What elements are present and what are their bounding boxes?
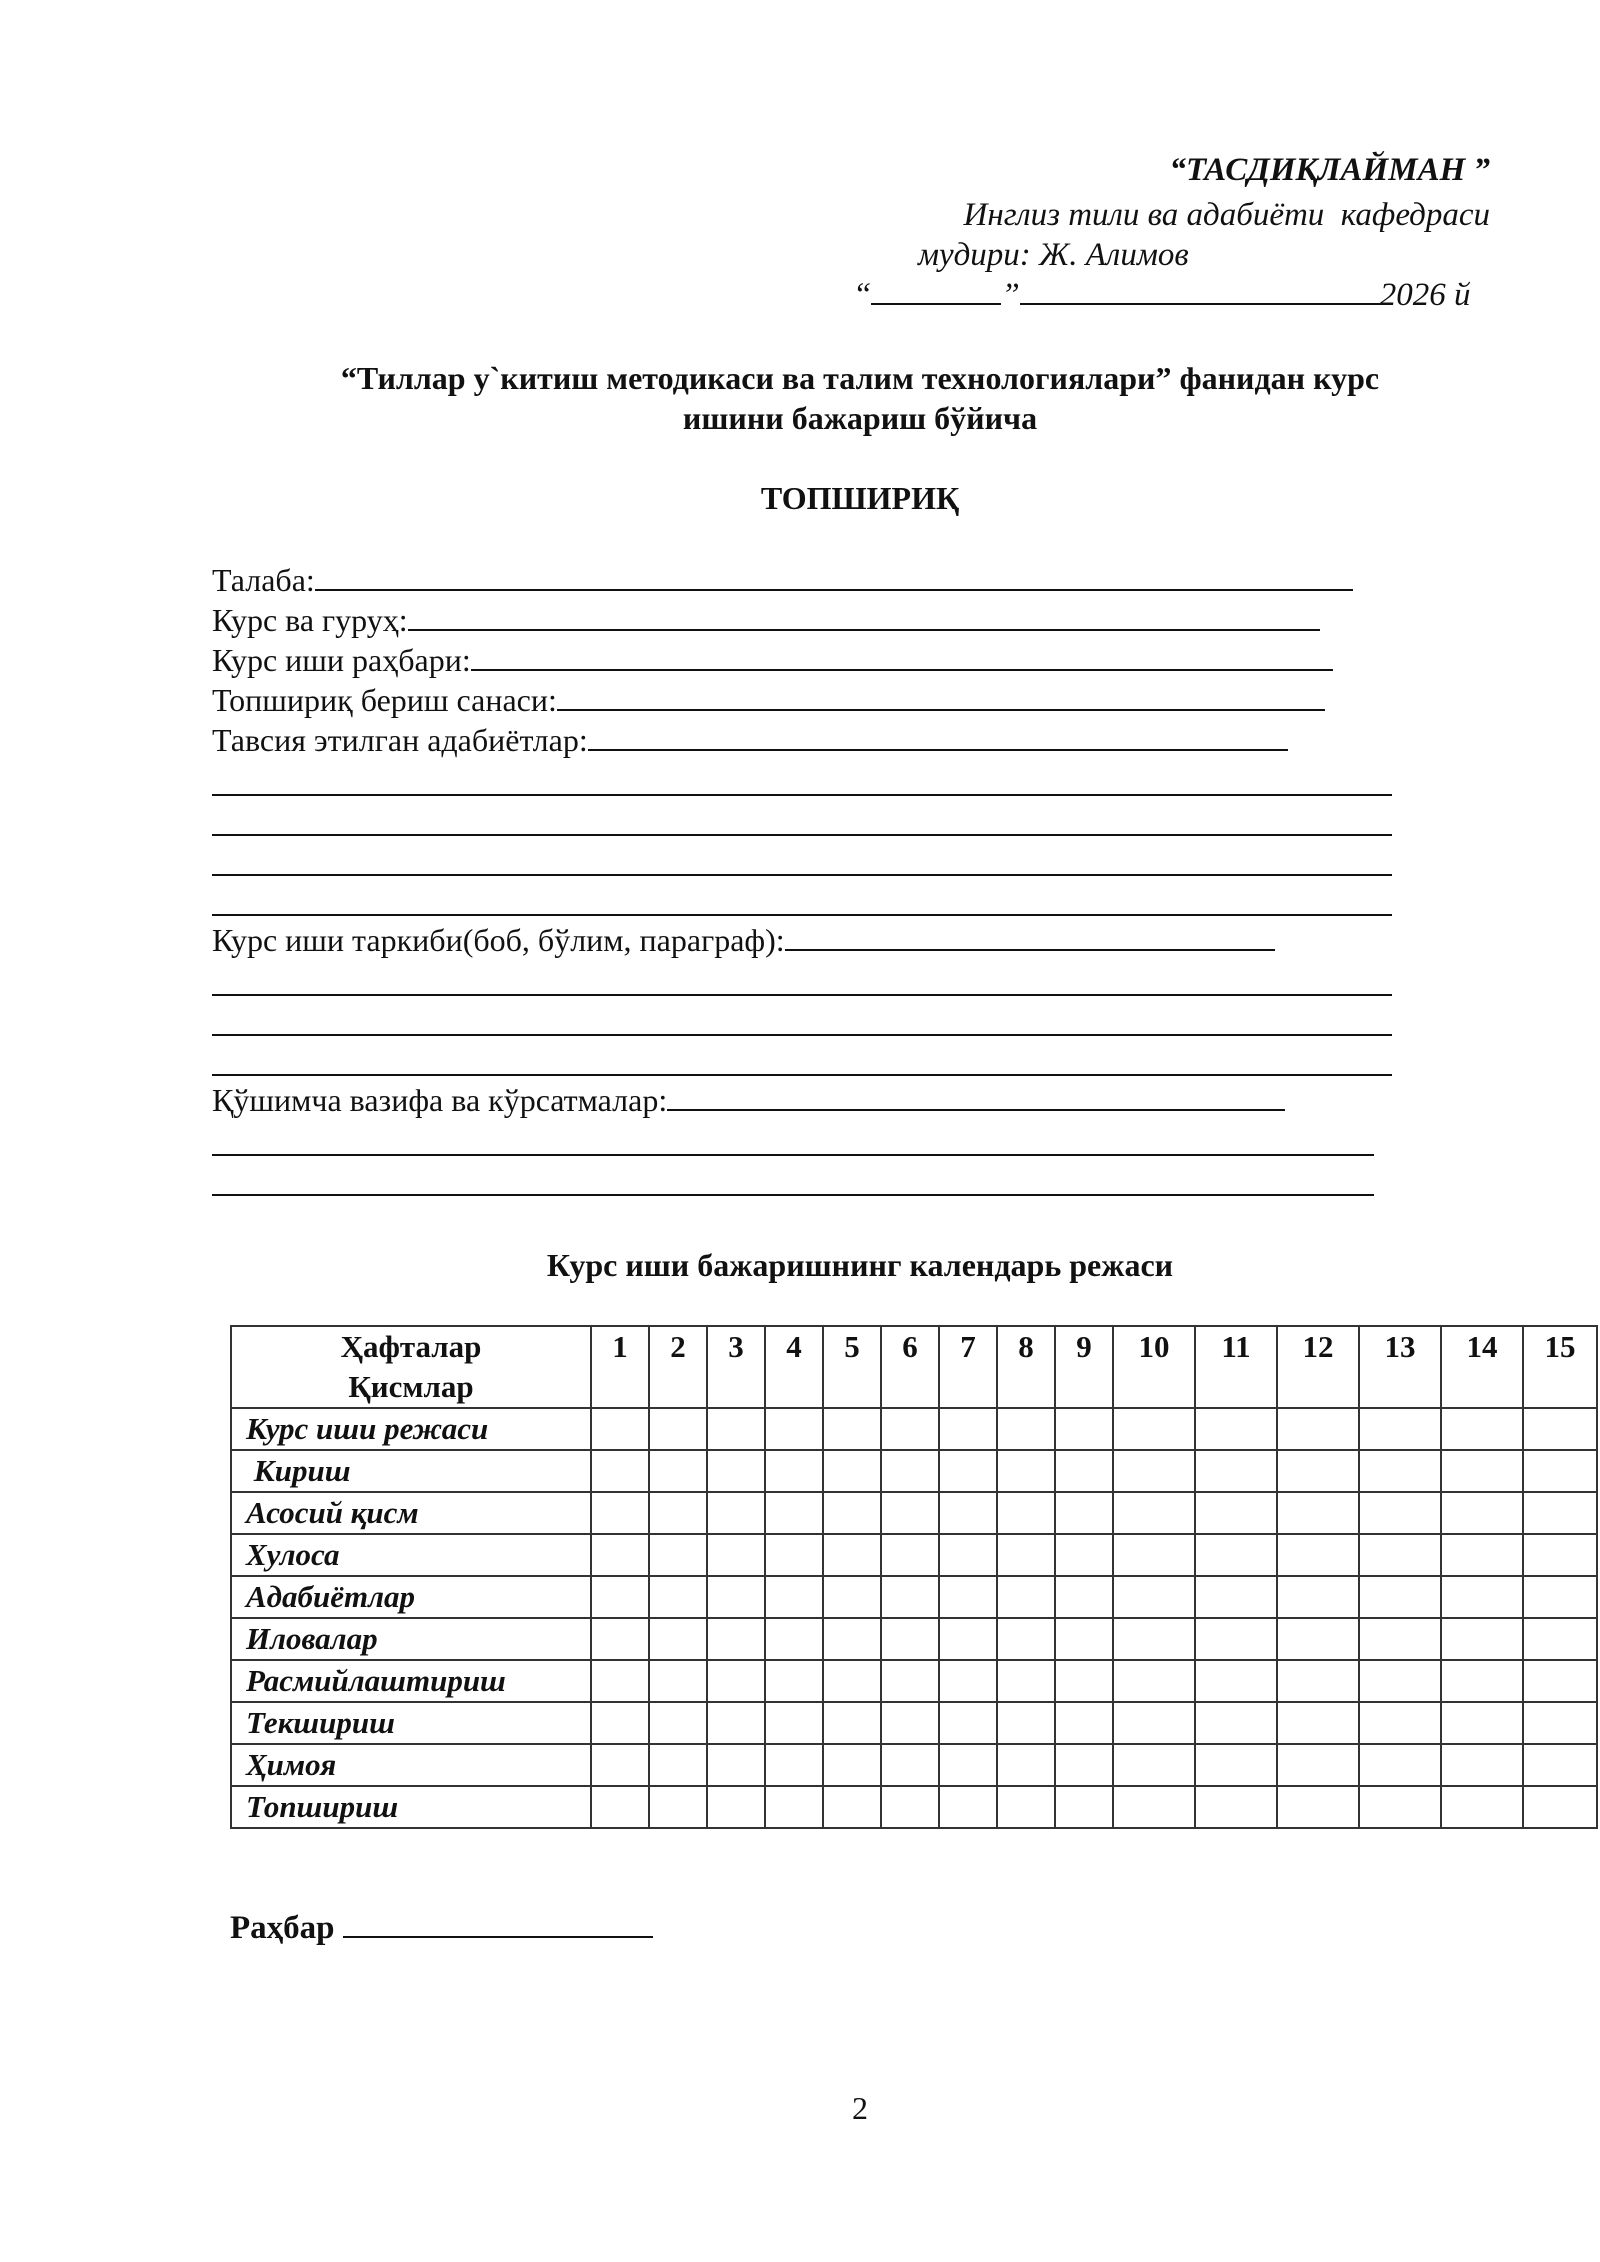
calendar-cell[interactable]: [1195, 1702, 1277, 1744]
calendar-cell[interactable]: [591, 1744, 649, 1786]
calendar-title: Курс иши бажаришнинг календарь режаси: [546, 1247, 1174, 1283]
date-month-blank[interactable]: [1020, 276, 1380, 305]
calendar-cell[interactable]: [707, 1408, 765, 1450]
calendar-cell[interactable]: [649, 1744, 707, 1786]
calendar-cell[interactable]: [591, 1450, 649, 1492]
calendar-cell[interactable]: [823, 1618, 881, 1660]
supervisor-label: Курс иши раҳбари:: [212, 642, 471, 678]
calendar-cell[interactable]: [1113, 1576, 1195, 1618]
calendar-row: [231, 1786, 1597, 1828]
date-open-quote: “: [853, 277, 872, 313]
calendar-cell[interactable]: [1359, 1408, 1441, 1450]
structure-field: [212, 920, 1275, 960]
calendar-cell[interactable]: [765, 1744, 823, 1786]
calendar-cell[interactable]: [591, 1660, 649, 1702]
calendar-cell[interactable]: [1441, 1450, 1523, 1492]
calendar-cell[interactable]: [649, 1492, 707, 1534]
document-title: ТОПШИРИҚ: [760, 480, 960, 516]
week-header: 11: [1195, 1326, 1277, 1408]
calendar-cell[interactable]: [1359, 1576, 1441, 1618]
calendar-row-label: Расмийлаштириш: [231, 1660, 591, 1702]
calendar-cell[interactable]: [649, 1450, 707, 1492]
calendar-cell[interactable]: [1113, 1492, 1195, 1534]
calendar-cell[interactable]: [1055, 1450, 1113, 1492]
calendar-cell[interactable]: [707, 1702, 765, 1744]
calendar-cell[interactable]: [1523, 1408, 1597, 1450]
calendar-cell[interactable]: [1055, 1492, 1113, 1534]
week-header: 9: [1055, 1326, 1113, 1408]
calendar-cell[interactable]: [881, 1618, 939, 1660]
week-header: 5: [823, 1326, 881, 1408]
calendar-cell[interactable]: [1277, 1576, 1359, 1618]
calendar-cell[interactable]: [823, 1786, 881, 1828]
calendar-cell[interactable]: [1055, 1576, 1113, 1618]
signature-blank[interactable]: [343, 1910, 653, 1938]
calendar-cell[interactable]: [1359, 1660, 1441, 1702]
structure-label: Курс иши таркиби(боб, бўлим, параграф):: [212, 922, 785, 958]
calendar-cell[interactable]: [1359, 1450, 1441, 1492]
calendar-cell[interactable]: [707, 1618, 765, 1660]
calendar-cell[interactable]: [765, 1450, 823, 1492]
calendar-cell[interactable]: [1441, 1744, 1523, 1786]
calendar-cell[interactable]: [939, 1450, 997, 1492]
calendar-header-row: [231, 1326, 1597, 1408]
student-blank[interactable]: [315, 561, 1353, 591]
calendar-cell[interactable]: [765, 1786, 823, 1828]
calendar-cell[interactable]: [649, 1786, 707, 1828]
calendar-cell[interactable]: [881, 1408, 939, 1450]
calendar-cell[interactable]: [997, 1660, 1055, 1702]
calendar-cell[interactable]: [823, 1408, 881, 1450]
calendar-row-label: Курс иши режаси: [231, 1408, 591, 1450]
literature-line-2[interactable]: [212, 834, 1392, 836]
document-heading-line2: ишини бажариш бўйича: [682, 400, 1038, 436]
course-group-blank[interactable]: [408, 601, 1320, 631]
calendar-row-label: Адабиётлар: [231, 1576, 591, 1618]
calendar-cell[interactable]: [707, 1744, 765, 1786]
calendar-cell[interactable]: [997, 1786, 1055, 1828]
calendar-cell[interactable]: [881, 1660, 939, 1702]
calendar-row: [231, 1576, 1597, 1618]
calendar-cell[interactable]: [997, 1492, 1055, 1534]
calendar-cell[interactable]: [1113, 1618, 1195, 1660]
calendar-cell[interactable]: [881, 1534, 939, 1576]
week-header: 15: [1523, 1326, 1597, 1408]
approval-head: мудири: Ж. Алимов: [918, 237, 1189, 273]
calendar-cell[interactable]: [1441, 1786, 1523, 1828]
calendar-cell[interactable]: [1277, 1660, 1359, 1702]
calendar-row: [231, 1492, 1597, 1534]
calendar-cell[interactable]: [591, 1492, 649, 1534]
calendar-cell[interactable]: [1195, 1492, 1277, 1534]
week-header: 12: [1277, 1326, 1359, 1408]
calendar-row-label: Асосий қисм: [231, 1492, 591, 1534]
calendar-cell[interactable]: [1441, 1702, 1523, 1744]
calendar-cell[interactable]: [997, 1618, 1055, 1660]
calendar-cell[interactable]: [707, 1534, 765, 1576]
calendar-cell[interactable]: [1523, 1660, 1597, 1702]
calendar-cell[interactable]: [649, 1534, 707, 1576]
calendar-cell[interactable]: [1277, 1408, 1359, 1450]
approval-department: Инглиз тили ва адабиёти кафедраси: [963, 197, 1490, 233]
calendar-cell[interactable]: [649, 1408, 707, 1450]
calendar-cell[interactable]: [1277, 1450, 1359, 1492]
calendar-cell[interactable]: [823, 1660, 881, 1702]
calendar-cell[interactable]: [1277, 1702, 1359, 1744]
calendar-cell[interactable]: [1277, 1618, 1359, 1660]
date-year: 2026 й: [1379, 277, 1471, 313]
calendar-cell[interactable]: [591, 1408, 649, 1450]
calendar-row: [231, 1702, 1597, 1744]
calendar-cell[interactable]: [649, 1576, 707, 1618]
calendar-cell[interactable]: [1441, 1492, 1523, 1534]
signature-label: Раҳбар: [230, 1910, 335, 1946]
calendar-cell[interactable]: [1113, 1744, 1195, 1786]
calendar-cell[interactable]: [1055, 1702, 1113, 1744]
calendar-cell[interactable]: [939, 1408, 997, 1450]
parts-header: Қисмлар: [348, 1369, 474, 1404]
calendar-cell[interactable]: [591, 1576, 649, 1618]
calendar-cell[interactable]: [997, 1576, 1055, 1618]
calendar-cell[interactable]: [881, 1702, 939, 1744]
calendar-cell[interactable]: [1359, 1744, 1441, 1786]
calendar-cell[interactable]: [1195, 1660, 1277, 1702]
week-header: 14: [1441, 1326, 1523, 1408]
calendar-cell[interactable]: [1055, 1786, 1113, 1828]
week-header: 10: [1113, 1326, 1195, 1408]
calendar-cell[interactable]: [939, 1534, 997, 1576]
week-header: 2: [649, 1326, 707, 1408]
calendar-cell[interactable]: [1359, 1618, 1441, 1660]
calendar-cell[interactable]: [1441, 1576, 1523, 1618]
calendar-row: [231, 1408, 1597, 1450]
structure-line-1[interactable]: [212, 994, 1392, 996]
supervisor-field: [212, 640, 1333, 680]
week-header: 6: [881, 1326, 939, 1408]
week-header: 3: [707, 1326, 765, 1408]
document-heading-line1: “Тиллар у`китиш методикаси ва талим технологиялари” фанидан курс: [340, 360, 1380, 396]
week-header: 13: [1359, 1326, 1441, 1408]
calendar-cell[interactable]: [1113, 1408, 1195, 1450]
calendar-cell[interactable]: [1441, 1618, 1523, 1660]
structure-line-2[interactable]: [212, 1034, 1392, 1036]
calendar-cell[interactable]: [649, 1660, 707, 1702]
calendar-row-label: Ҳимоя: [231, 1744, 591, 1786]
calendar-cell[interactable]: [1113, 1534, 1195, 1576]
calendar-corner-header: [231, 1326, 591, 1408]
calendar-cell[interactable]: [1195, 1450, 1277, 1492]
calendar-cell[interactable]: [1195, 1408, 1277, 1450]
calendar-cell[interactable]: [765, 1702, 823, 1744]
calendar-cell[interactable]: [1523, 1702, 1597, 1744]
calendar-cell[interactable]: [823, 1702, 881, 1744]
calendar-cell[interactable]: [1055, 1408, 1113, 1450]
calendar-cell[interactable]: [1523, 1618, 1597, 1660]
calendar-cell[interactable]: [823, 1744, 881, 1786]
calendar-cell[interactable]: [823, 1576, 881, 1618]
literature-blank[interactable]: [588, 721, 1288, 751]
calendar-cell[interactable]: [997, 1744, 1055, 1786]
calendar-cell[interactable]: [1055, 1744, 1113, 1786]
calendar-cell[interactable]: [939, 1660, 997, 1702]
approval-date-line: [853, 275, 1470, 315]
calendar-cell[interactable]: [1195, 1744, 1277, 1786]
calendar-cell[interactable]: [939, 1492, 997, 1534]
extra-label: Қўшимча вазифа ва кўрсатмалар:: [212, 1082, 668, 1118]
issue-date-blank[interactable]: [557, 681, 1325, 711]
weeks-header: Ҳафталар: [340, 1329, 482, 1364]
calendar-cell[interactable]: [881, 1450, 939, 1492]
extra-line-2[interactable]: [212, 1194, 1374, 1196]
extra-blank[interactable]: [667, 1081, 1285, 1111]
calendar-cell[interactable]: [591, 1534, 649, 1576]
calendar-cell[interactable]: [765, 1660, 823, 1702]
calendar-row-label: Текшириш: [231, 1702, 591, 1744]
calendar-row-label: Кириш: [231, 1450, 591, 1492]
signature-line: [230, 1908, 653, 1948]
calendar-cell[interactable]: [1523, 1450, 1597, 1492]
calendar-cell[interactable]: [591, 1618, 649, 1660]
calendar-cell[interactable]: [1055, 1534, 1113, 1576]
calendar-cell[interactable]: [707, 1660, 765, 1702]
page-number: 2: [852, 2090, 868, 2126]
literature-line-3[interactable]: [212, 874, 1392, 876]
calendar-row: [231, 1744, 1597, 1786]
student-field: [212, 560, 1353, 600]
calendar-row-label: Хулоса: [231, 1534, 591, 1576]
literature-field: [212, 720, 1288, 760]
calendar-table: [230, 1325, 1598, 1829]
calendar-cell[interactable]: [1441, 1534, 1523, 1576]
calendar-cell[interactable]: [1195, 1576, 1277, 1618]
calendar-cell[interactable]: [823, 1534, 881, 1576]
calendar-cell[interactable]: [939, 1576, 997, 1618]
calendar-cell[interactable]: [1195, 1786, 1277, 1828]
literature-line-4[interactable]: [212, 914, 1392, 916]
calendar-cell[interactable]: [1359, 1534, 1441, 1576]
calendar-cell[interactable]: [591, 1786, 649, 1828]
calendar-cell[interactable]: [765, 1576, 823, 1618]
calendar-cell[interactable]: [939, 1702, 997, 1744]
calendar-cell[interactable]: [939, 1618, 997, 1660]
literature-label: Тавсия этилган адабиётлар:: [212, 722, 588, 758]
calendar-cell[interactable]: [1195, 1534, 1277, 1576]
student-label: Талаба:: [212, 562, 315, 598]
calendar-cell[interactable]: [1195, 1618, 1277, 1660]
calendar-row: [231, 1660, 1597, 1702]
calendar-cell[interactable]: [1441, 1660, 1523, 1702]
calendar-cell[interactable]: [765, 1618, 823, 1660]
calendar-cell[interactable]: [649, 1702, 707, 1744]
calendar-cell[interactable]: [1113, 1660, 1195, 1702]
course-group-label: Курс ва гуруҳ:: [212, 602, 408, 638]
calendar-cell[interactable]: [1055, 1618, 1113, 1660]
calendar-cell[interactable]: [1113, 1786, 1195, 1828]
calendar-cell[interactable]: [591, 1702, 649, 1744]
calendar-cell[interactable]: [1277, 1744, 1359, 1786]
extra-field: [212, 1080, 1285, 1120]
structure-line-3[interactable]: [212, 1074, 1392, 1076]
issue-date-field: [212, 680, 1325, 720]
calendar-cell[interactable]: [707, 1576, 765, 1618]
calendar-row: [231, 1450, 1597, 1492]
calendar-cell[interactable]: [997, 1534, 1055, 1576]
week-header: 1: [591, 1326, 649, 1408]
calendar-cell[interactable]: [1523, 1492, 1597, 1534]
week-header: 8: [997, 1326, 1055, 1408]
date-close-quote: ”: [1001, 277, 1020, 313]
calendar-cell[interactable]: [1523, 1744, 1597, 1786]
approval-title: “ТАСДИҚЛАЙМАН ”: [1169, 152, 1490, 188]
calendar-cell[interactable]: [765, 1408, 823, 1450]
calendar-cell[interactable]: [1359, 1492, 1441, 1534]
calendar-cell[interactable]: [1523, 1786, 1597, 1828]
calendar-row-label: Иловалар: [231, 1618, 591, 1660]
calendar-cell[interactable]: [997, 1408, 1055, 1450]
calendar-cell[interactable]: [1113, 1702, 1195, 1744]
calendar-cell[interactable]: [1277, 1534, 1359, 1576]
calendar-row: [231, 1618, 1597, 1660]
calendar-cell[interactable]: [881, 1492, 939, 1534]
extra-line-1[interactable]: [212, 1154, 1374, 1156]
calendar-cell[interactable]: [939, 1786, 997, 1828]
calendar-cell[interactable]: [1441, 1408, 1523, 1450]
calendar-cell[interactable]: [997, 1450, 1055, 1492]
supervisor-blank[interactable]: [471, 641, 1333, 671]
calendar-cell[interactable]: [1523, 1576, 1597, 1618]
course-group-field: [212, 600, 1320, 640]
calendar-cell[interactable]: [1277, 1492, 1359, 1534]
calendar-cell[interactable]: [997, 1702, 1055, 1744]
literature-line-1[interactable]: [212, 794, 1392, 796]
date-day-blank[interactable]: [871, 276, 1001, 305]
calendar-cell[interactable]: [707, 1450, 765, 1492]
week-header: 7: [939, 1326, 997, 1408]
calendar-cell[interactable]: [707, 1492, 765, 1534]
calendar-cell[interactable]: [1359, 1786, 1441, 1828]
calendar-cell[interactable]: [881, 1576, 939, 1618]
calendar-cell[interactable]: [707, 1786, 765, 1828]
calendar-cell[interactable]: [1113, 1450, 1195, 1492]
calendar-row-label: Топшириш: [231, 1786, 591, 1828]
calendar-cell[interactable]: [939, 1744, 997, 1786]
issue-date-label: Топшириқ бериш санаси:: [212, 682, 557, 718]
structure-blank[interactable]: [785, 921, 1275, 951]
week-header: 4: [765, 1326, 823, 1408]
calendar-cell[interactable]: [649, 1618, 707, 1660]
calendar-cell[interactable]: [765, 1534, 823, 1576]
calendar-row: [231, 1534, 1597, 1576]
calendar-cell[interactable]: [1277, 1786, 1359, 1828]
calendar-body: [231, 1408, 1597, 1828]
calendar-cell[interactable]: [823, 1492, 881, 1534]
calendar-cell[interactable]: [823, 1450, 881, 1492]
calendar-cell[interactable]: [1055, 1660, 1113, 1702]
calendar-cell[interactable]: [881, 1744, 939, 1786]
calendar-cell[interactable]: [765, 1492, 823, 1534]
calendar-cell[interactable]: [1359, 1702, 1441, 1744]
calendar-cell[interactable]: [881, 1786, 939, 1828]
calendar-cell[interactable]: [1523, 1534, 1597, 1576]
